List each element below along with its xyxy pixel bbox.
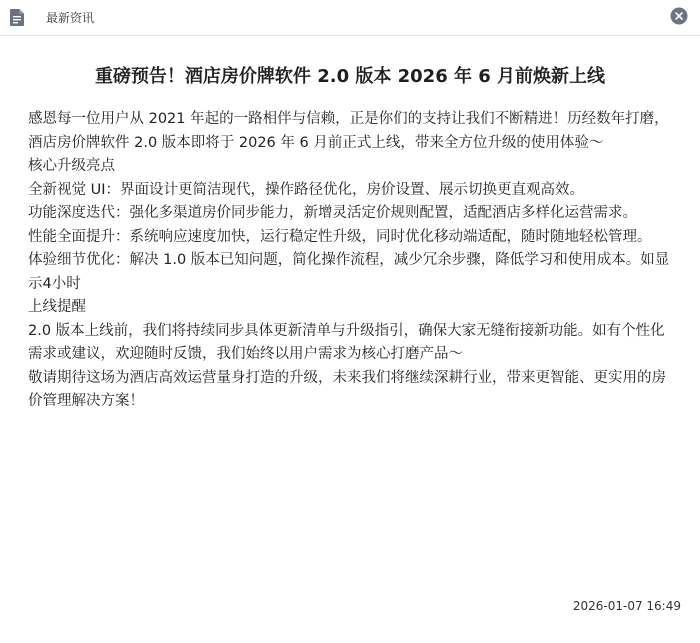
paragraph-closing: 敬请期待这场为酒店高效运营量身打造的升级，未来我们将继续深耕行业，带来更智能、更实用的房价管理解决方案！ [28, 369, 666, 409]
paragraph-features: 功能深度迭代：强化多渠道房价同步能力，新增灵活定价规则配置，适配酒店多样化运营需求。 [28, 205, 637, 221]
article-body [28, 108, 672, 414]
document-icon [10, 9, 24, 26]
paragraph-experience: 体验细节优化：解决 1.0 版本已知问题，简化操作流程，减少冗余步骤，降低学习和使用成本。如显示4小时 [28, 252, 670, 292]
article-title: 重磅预告！酒店房价牌软件 2.0 版本 2026 年 6 月前焕新上线 [94, 66, 606, 87]
paragraph-intro: 感恩每一位用户从 2021 年起的一路相伴与信赖，正是你们的支持让我们不断精进！历经数年打磨，酒店房价牌软件 2.0 版本即将于 2026 年 6 月前正式上线，带来全方位升级的使用体验～ [28, 111, 669, 151]
window-titlebar [0, 0, 700, 36]
window-title: 最新资讯 [46, 11, 95, 25]
publish-timestamp: 2026-01-07 16:49 [572, 599, 681, 613]
close-button[interactable] [670, 7, 688, 25]
paragraph-reminder: 2.0 版本上线前，我们将持续同步具体更新清单与升级指引，确保大家无缝衔接新功能。如有个性化需求或建议，欢迎随时反馈，我们始终以用户需求为核心打磨产品～ [28, 322, 665, 362]
paragraph-heading-highlights: 核心升级亮点 [28, 158, 115, 174]
paragraph-heading-reminder: 上线提醒 [28, 299, 86, 315]
paragraph-performance: 性能全面提升：系统响应速度加快，运行稳定性升级，同时优化移动端适配，随时随地轻松管理。 [28, 228, 652, 245]
paragraph-visual-ui: 全新视觉 UI：界面设计更简洁现代，操作路径优化，房价设置、展示切换更直观高效。 [28, 181, 584, 198]
close-icon [670, 7, 688, 25]
